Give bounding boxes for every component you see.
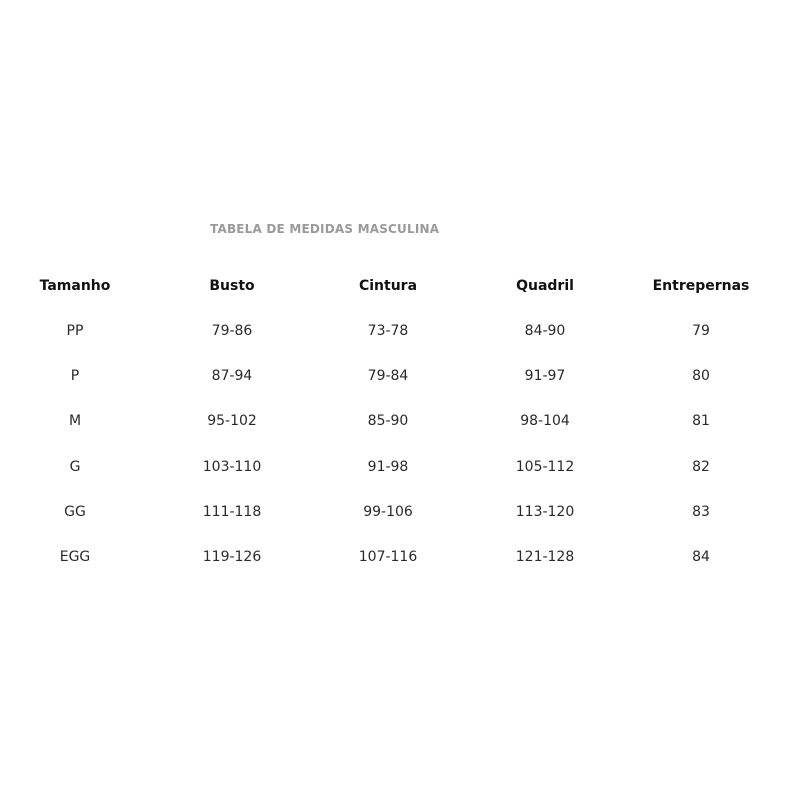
table-cell-size: P (70, 368, 80, 384)
column-header-size: Tamanho (39, 278, 111, 294)
table-cell-hip: 91-97 (524, 368, 566, 384)
table-cell-hip: 121-128 (515, 549, 575, 565)
table-cell-bust: 103-110 (202, 459, 262, 475)
table-cell-waist: 85-90 (367, 413, 409, 429)
table-cell-inseam: 84 (692, 549, 710, 565)
table-cell-hip: 98-104 (520, 413, 570, 429)
table-cell-waist: 107-116 (358, 549, 418, 565)
column-header-hip: Quadril (516, 278, 574, 294)
table-cell-inseam: 83 (692, 504, 710, 520)
table-cell-bust: 111-118 (202, 504, 262, 520)
table-cell-size: EGG (59, 549, 91, 565)
table-cell-size: GG (64, 504, 86, 520)
table-cell-size: M (68, 413, 82, 429)
table-cell-waist: 91-98 (367, 459, 409, 475)
table-cell-inseam: 79 (692, 323, 710, 339)
table-cell-inseam: 80 (692, 368, 710, 384)
table-cell-bust: 119-126 (202, 549, 262, 565)
table-cell-hip: 113-120 (515, 504, 575, 520)
table-cell-bust: 95-102 (207, 413, 257, 429)
table-cell-hip: 84-90 (524, 323, 566, 339)
table-cell-bust: 79-86 (211, 323, 253, 339)
table-cell-waist: 79-84 (367, 368, 409, 384)
table-cell-waist: 99-106 (363, 504, 413, 520)
table-cell-size: PP (66, 323, 84, 339)
table-cell-inseam: 82 (692, 459, 710, 475)
column-header-inseam: Entrepernas (652, 278, 750, 294)
table-cell-hip: 105-112 (515, 459, 575, 475)
table-cell-size: G (69, 459, 81, 475)
table-cell-waist: 73-78 (367, 323, 409, 339)
column-header-waist: Cintura (358, 278, 418, 294)
table-cell-bust: 87-94 (211, 368, 253, 384)
table-cell-inseam: 81 (692, 413, 710, 429)
column-header-bust: Busto (209, 278, 255, 294)
table-title: TABELA DE MEDIDAS MASCULINA (210, 222, 440, 236)
